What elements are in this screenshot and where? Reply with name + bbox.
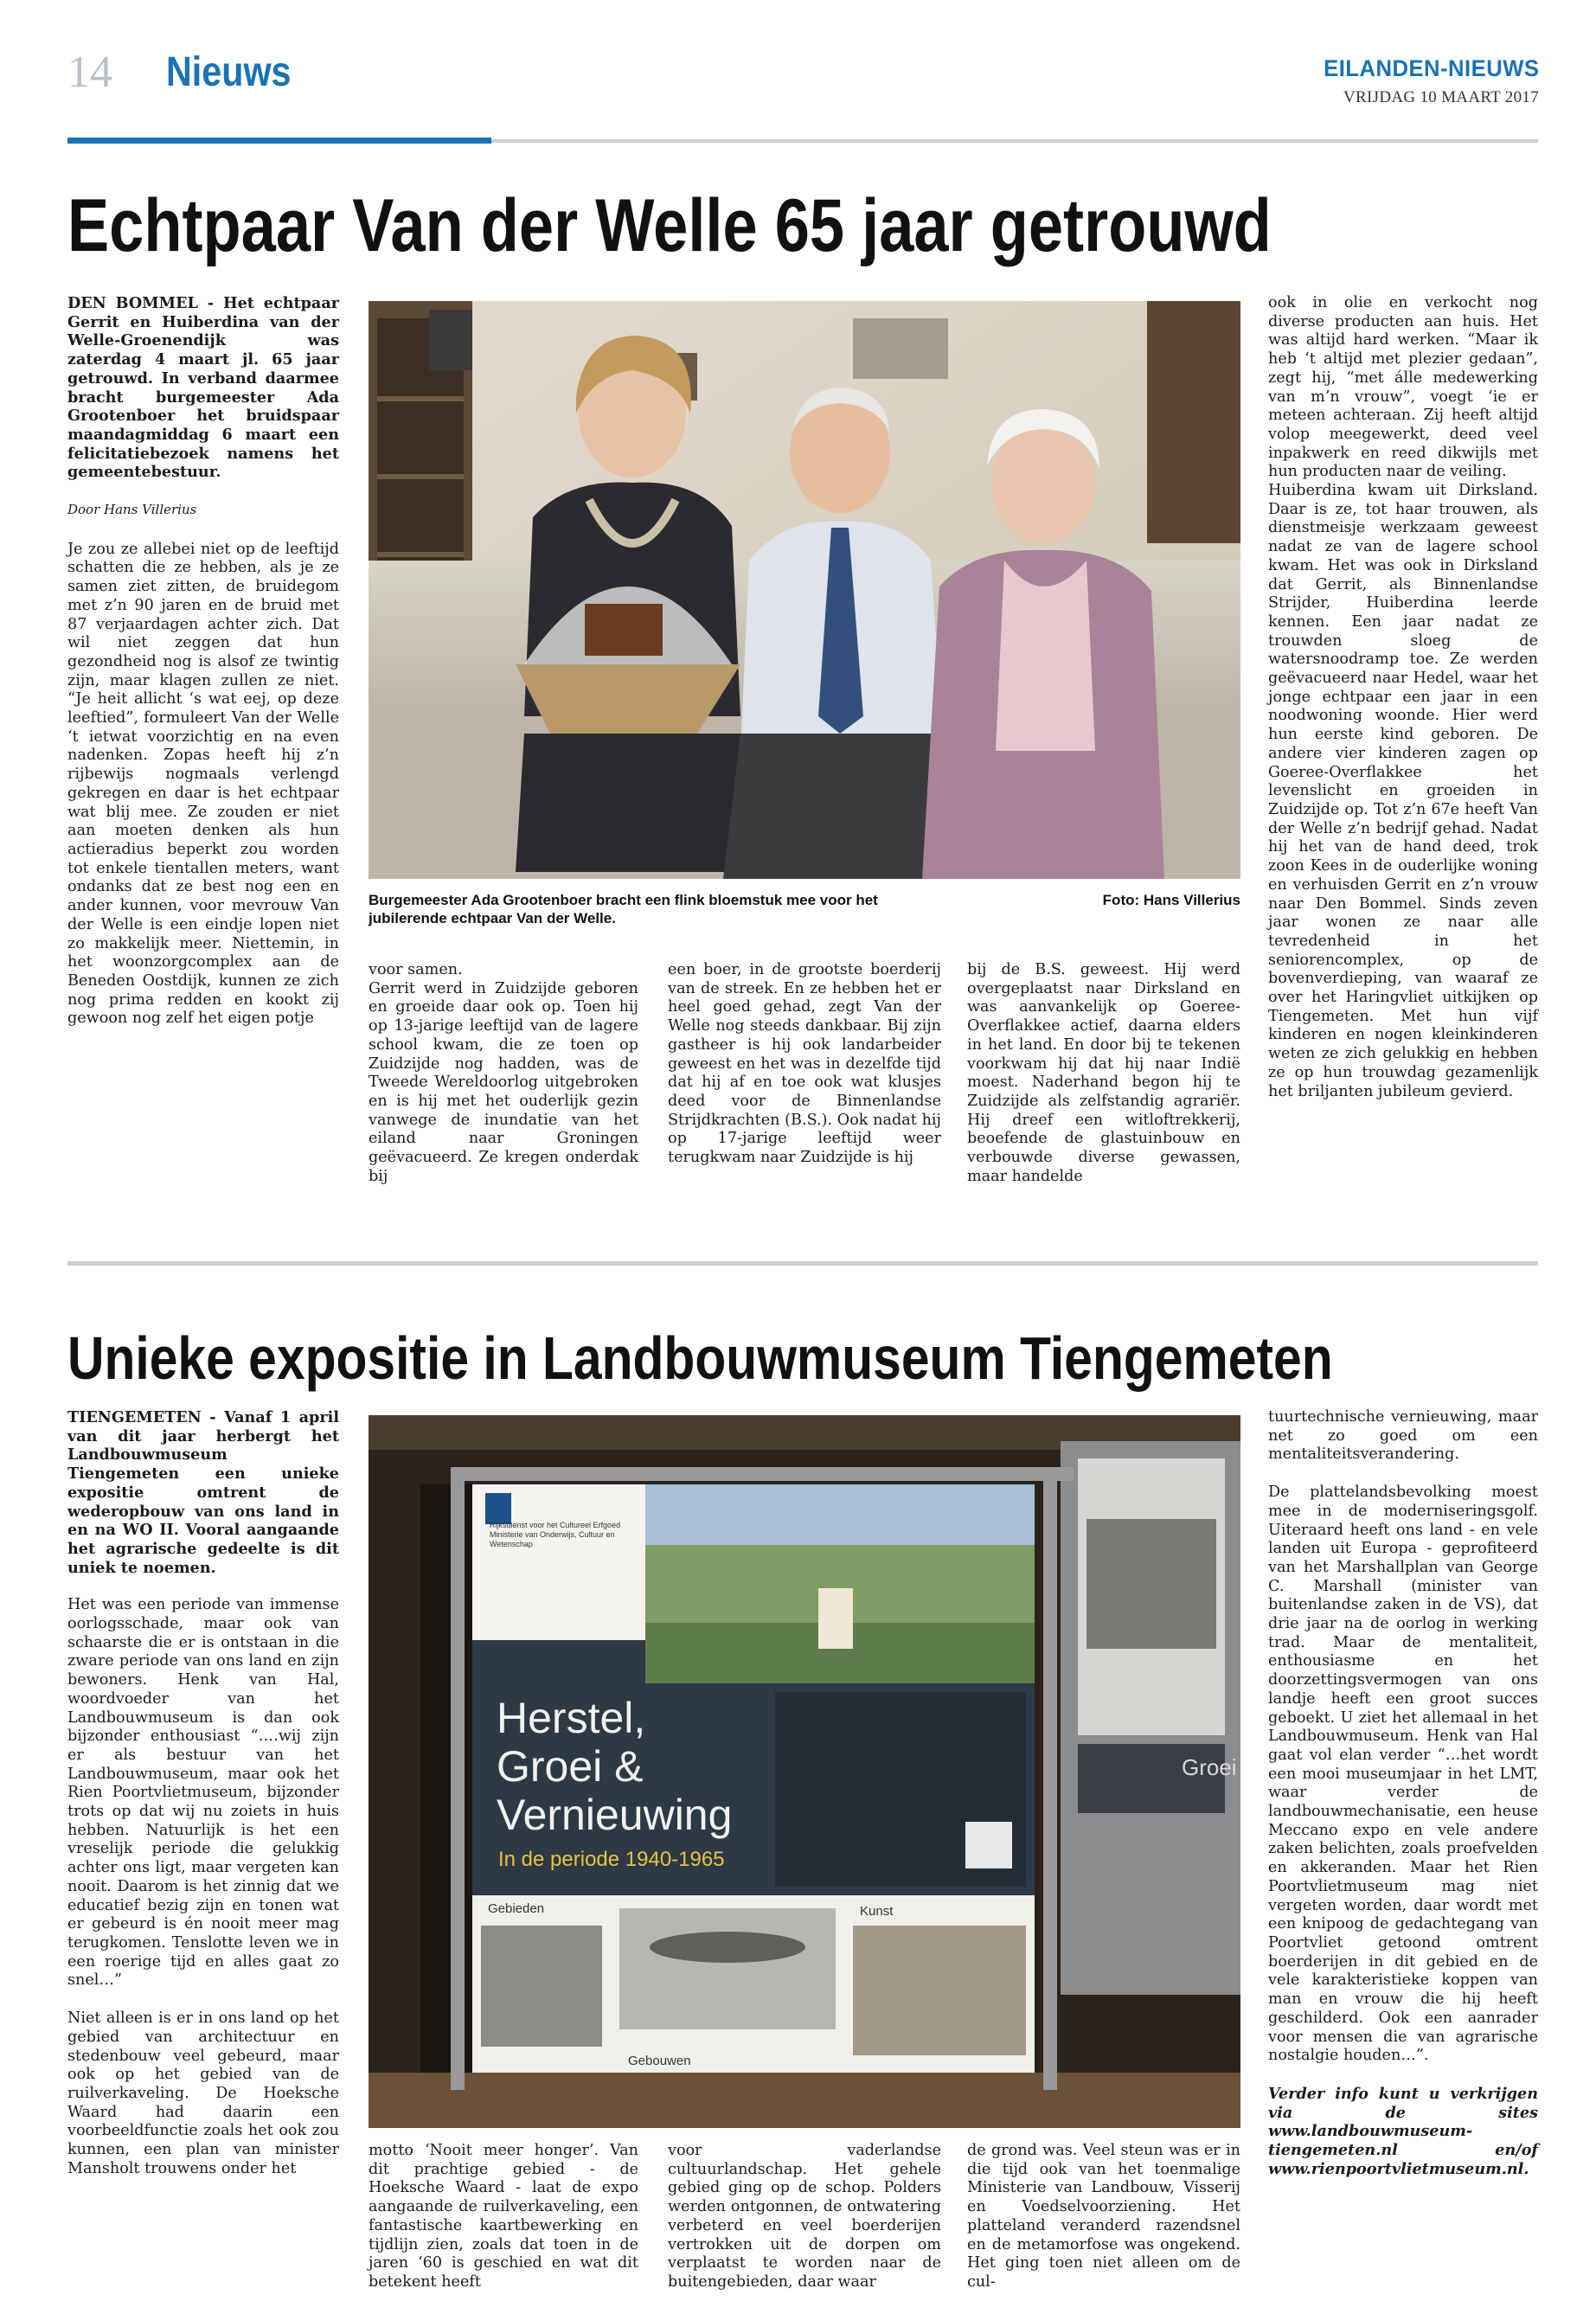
poster-ministry-label: Rijksdienst voor het Cultureel Erfgoed Ministerie van Onderwijs, Cultuur en Wetenschap (490, 1521, 621, 1548)
article1-col2-text: voor samen. Gerrit werd in Zuidzijde geboren en groeide daar ook op. Toen hij op 13-jarige leeftijd van de lagere school kwam, die ze toen op Zuidzijde nog hadden, was de Tweede Wereldoorlog uitgebroken en is hij met het ouderlijk gezin vanwege de inundatie van het eiland naar Groningen geëvacueerd. Ze kregen onderdak bij (369, 961, 638, 1185)
article1-photo-caption: Burgemeester Ada Grootenboer bracht een flink bloemstuk mee voor het jubilerende echtpaar Van der Welle. (369, 892, 878, 926)
article2-col3-text: voor vaderlandse cultuurlandschap. Het gehele gebied ging op de schop. Polders werden ontgonnen, de ontwatering verbeterd en veel boerderijen vertrokken uit de dorpen om verplaatst te worden naar de buitengebieden, daar waar (668, 2142, 941, 2291)
article2-col1-text: Het was een periode van immense oorlogsschade, maar ook van schaarste die er is ontstaan in die zware periode van ons land en zijn bewoners. Henk van Hal, woordvoeder van het Landbouwmuseum is dan ook bijzonder enthousiast “….wij zijn er als bestuur van het Landbouwmuseum, maar ook het Rien Poortvlietmuseum, bijzonder trots op dat wij nu zoiets in huis hebben. Natuurlijk is het een vreselijk periode die gelukkig achter ons ligt, maar vergeten kan nooit. Daarom is het zinnig dat we educatief bezig zijn en tonen wat er gebeurd is én nooit meer mag terugkomen. Tenslotte leven we in een roerige tijd en alles gaat zo snel…” (67, 1596, 339, 1990)
poster-right-panel-title: Groei (1182, 1754, 1237, 1780)
poster-label-gebieden: Gebieden (488, 1901, 545, 1916)
page-number: 14 (67, 48, 112, 97)
publication-logo: EILANDEN-NIEUWS (1323, 55, 1539, 81)
article2-col5-text-2: De plattelandsbevolking moest mee in de moderniseringsgolf. Uiteraard heeft ons land - en vele landen uit Europa - geprofiteerd van het Marshallplan van George C. Marshall (minister van buitenlandse zaken in de VS), dat drie jaar na de oorlog in werking trad. Maar de mentaliteit, enthousiasme en het doorzettingsvermogen van ons landje heeft een groot succes geboekt. U ziet het allemaal in het Landbouwmuseum. Henk van Hal gaat vol elan verder “…het wordt een mooi museumjaar in het LMT, waar verder de landbouwmechanisatie, een heuse Meccano expo en vele andere zaken belichten, zoals proefvelden en akkeranden. Maar het Rien Poortvlietmuseum mag niet vergeten worden, daar wordt met een knipoog de gedachtegang van Poortvliet getoond omtrent boerderijen in dit gebied en de vele karakteristieke koppen van man en vrouw die hij heeft geschilderd. Ook een aanrader voor mensen die van agrarische nostalgie houden…”. (1268, 1484, 1538, 2065)
article1-byline: Door Hans Villerius (67, 502, 197, 518)
article2-photo (369, 1415, 1240, 2128)
article2-col2-text: motto ‘Nooit meer honger’. Van dit prachtige gebied - de Hoeksche Waard - laat de expo aangaande de ruilverkaveling, een fantastische kaartbewerking en tijdlijn zien, zoals dat toen in de jaren ‘60 is geschied en wat dit betekent heeft (369, 2142, 638, 2291)
poster-label-kunst: Kunst (860, 1904, 894, 1919)
article2-column-3 (668, 2142, 941, 2292)
section-title: Nieuws (166, 49, 292, 95)
article1-column-3 (668, 961, 941, 1168)
article2-column-2 (369, 2142, 638, 2292)
article1-col5-text: ook in olie en verkocht nog diverse producten aan huis. Het was altijd hard werken. “Maar ik heb ‘t altijd met plezier gedaan”, zegt hij, “met álle medewerking van m’n vrouw”, voegt ‘ie er meteen achteraan. Zij heeft altijd volop meegewerkt, deed veel inpakwerk en reed dikwijls met hun producten naar de veiling. Huiberdina kwam uit Dirksland. Daar is ze, tot haar trouwen, als dienstmeisje werkzaam geweest nadat ze van de lagere school kwam. Het was ook in Dirksland dat Gerrit, als Binnenlandse Strijder, Huiberdina leerde kennen. Een jaar nadat ze trouwden sloeg de watersnoodramp toe. Ze werden geëvacueerd naar Hedel, waar het jonge echtpaar een jaar in een noodwoning woonde. Hier werd hun eerste kind geboren. De andere vier kinderen zagen op Goeree-Overflakkee het levenslicht en groeiden in Zuidzijde op. Tot z’n 67e heeft Van der Welle z’n bedrijf gehad. Nadat hij het van de hand deed, trok zoon Kees in de ouderlijke woning en verhuisden Gerrit en z’n vrouw naar Den Bommel. Sinds zeven jaar wonen ze naar alle tevredenheid in het seniorencomplex, op de bovenverdieping, van waaraf ze over het Haringvliet uitkijken op Tiengemeten. Met hun vijf kinderen en nogen kleinkinderen weten ze zich gelukkig en hebben ze op hun trouwdag gezamenlijk het briljanten jubileum gevierd. (1268, 294, 1538, 1100)
article1-column-5 (1268, 294, 1538, 1101)
article1-col3-text: een boer, in de grootste boerderij van de streek. En ze hebben het er heel goed gehad, zegt Van der Welle nog steeds dankbaar. Bij zijn gastheer is hij ook landarbeider geweest en het was in dezelfde tijd dat hij af en toe ook wat klusjes deed voor de Binnenlandse Strijdkrachten (B.S.). Ook nadat hij op 17-jarige leeftijd weer terugkwam naar Zuidzijde is hij (668, 961, 941, 1167)
poster-subtitle: In de periode 1940-1965 (498, 1848, 725, 1871)
article2-column-5 (1268, 1408, 1538, 2178)
article1-column-2 (369, 961, 638, 1186)
article1-col4-text: bij de B.S. geweest. Hij werd overgeplaatst naar Dirksland en was aanvankelijk op Goeree-Overflakkee actief, daarna elders in het land. En door bij te tekenen voorkwam hij dat hij naar Indië moest. Naderhand begon hij te Zuidzijde als zelfstandig agrariër. Hij dreef een witloftrekkerij, beoefende de glastuinbouw en verbouwde diverse gewassen, maar handelde (967, 961, 1240, 1185)
article2-column-4 (967, 2142, 1240, 2292)
poster-label-gebouwen: Gebouwen (628, 2054, 691, 2068)
article2-column-1 (67, 1408, 339, 2178)
article1-column-4 (967, 961, 1240, 1186)
article-divider (67, 1261, 1538, 1266)
article1-headline: Echtpaar Van der Welle 65 jaar getrouwd (67, 184, 1272, 267)
poster-title-line-3: Vernieuwing (497, 1791, 733, 1839)
article2-lead: TIENGEMETEN - Vanaf 1 april van dit jaar herbergt het Landbouwmuseum Tiengemeten een unieke expositie omtrent de wederopbouw van ons land in en na WO II. Vooral aangaande het agrarische gedeelte is dit uniek te noemen. (67, 1408, 339, 1577)
poster-title-line-1: Herstel, (497, 1694, 646, 1742)
article1-column-1 (67, 294, 339, 1029)
article2-more-info: Verder info kunt u verkrijgen via de sites www.landbouwmuseum-tiengemeten.nl en/of www.rienpoortvlietmuseum.nl. (1268, 2084, 1538, 2178)
poster-title-line-2: Groei & (497, 1742, 644, 1791)
article1-photo-credit: Foto: Hans Villerius (1102, 892, 1240, 908)
article1-col1-text: Je zou ze allebei niet op de leeftijd schatten die ze hebben, als je ze samen ziet zitten, de bruidegom met z’n 90 jaren en de bruid met 87 verjaardagen achter zich. Dat wil niet zeggen dat hun gezondheid nog is alsof ze twintig zijn, maar klagen zullen ze niet. “Je heit allicht ‘s wat eej, op deze leeftied”, formuleert Van der Welle ‘t ietwat voorzichtig en na even nadenken. Zopas heeft hij z’n rijbewijs nogmaals verlengd gekregen en daar is het echtpaar wat blij mee. Ze zouden er niet aan moeten denken als hun actieradius beperkt zou worden tot enkele tientallen meters, want ondanks dat ze best nog een en ander kunnen, voor mevrouw Van der Welle is een eindje lopen niet zo makkelijk meer. Niettemin, in het woonzorgcomplex aan de Beneden Oostdijk, kunnen ze zich nog prima redden en kookt zij gewoon nog zelf het eigen potje (67, 540, 339, 1028)
couple-photo-illustration (369, 301, 1240, 879)
article2-col5-text: tuurtechnische vernieuwing, maar net zo goed om een mentaliteitsverandering. (1268, 1408, 1538, 1464)
article2-col1-text-2: Niet alleen is er in ons land op het gebied van architectuur en stedenbouw veel gebeurd, maar ook op het gebied van de ruilverkaveling. De Hoeksche Waard had daarin een voorbeeldfunctie zoals het ook zou kunnen, een plan van minister Mansholt trouwens onder het (67, 2009, 339, 2177)
article1-lead: DEN BOMMEL - Het echtpaar Gerrit en Huiberdina van der Welle-Groenendijk was zaterdag 4 maart jl. 65 jaar getrouwd. In verband daarmee bracht burgemeester Ada Grootenboer het bruidspaar maandagmiddag 6 maart een felicitatiebezoek namens het gemeentebestuur. (67, 294, 339, 482)
article1-photo (369, 301, 1240, 879)
article2-col4-text: de grond was. Veel steun was er in die tijd ook van het toenmalige Ministerie van Landbouw, Visserij en Voedselvoorziening. Het platteland veranderd razendsnel en de metamorfose was ongekend. Het ging toen niet alleen om de cul- (967, 2142, 1240, 2291)
header-rule (491, 139, 1538, 143)
article2-headline: Unieke expositie in Landbouwmuseum Tiengemeten (67, 1324, 1333, 1392)
header-accent-rule (67, 138, 491, 144)
issue-date: VRIJDAG 10 MAART 2017 (1343, 88, 1539, 106)
poster-title (497, 1694, 732, 1839)
